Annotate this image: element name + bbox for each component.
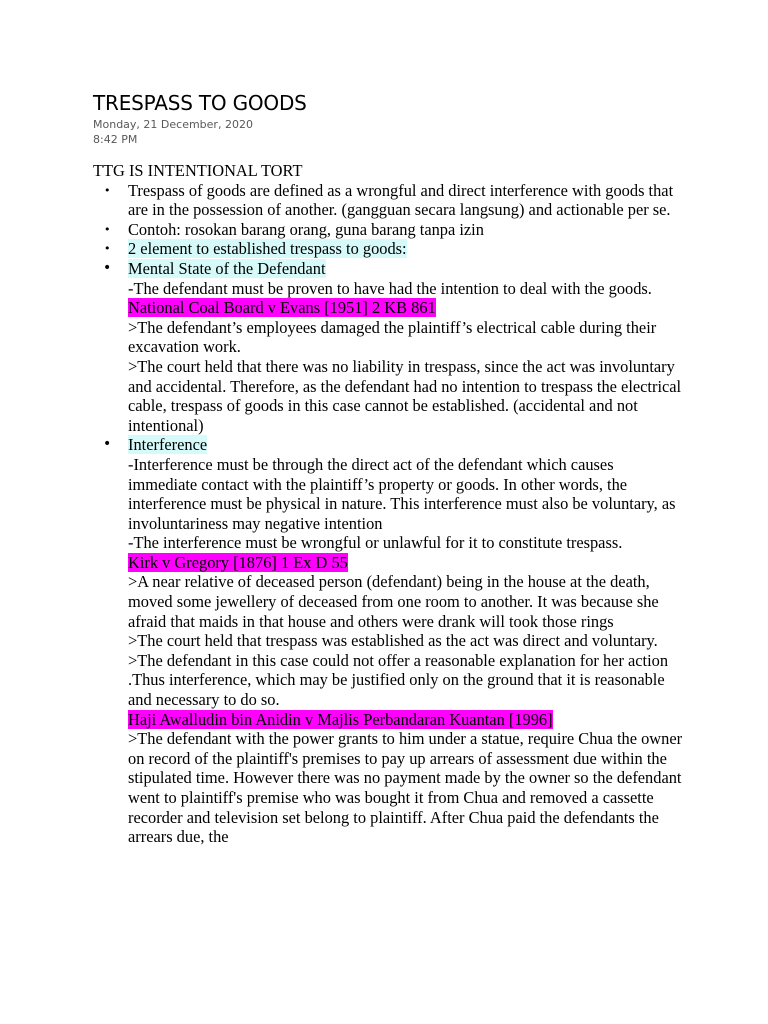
paragraph: >The court held that there was no liability in trespass, since the act was involuntary and accidental. Therefore, as the defendant had no intention to trespass the electrical cable, trespass of goods in this case cannot be established. (accidental and not intentional) (128, 356, 682, 435)
bullet-icon: • (104, 242, 111, 256)
case-citation: National Coal Board v Evans [1951] 2 KB 861 (128, 298, 436, 318)
bullet-list (93, 181, 683, 847)
paragraph: >The defendant’s employees damaged the plaintiff’s electrical cable during their excavation work. (128, 317, 657, 357)
highlighted-text: 2 element to established trespass to goods: (128, 239, 407, 259)
list-item (93, 220, 683, 240)
paragraph: -Interference must be through the direct act of the defendant which causes immediate contact with the plaintiff’s property or goods. In other words, the interference must be physical in nature. This interference must also be voluntary, as involuntariness may negative intention (128, 454, 676, 533)
paragraph: >The defendant with the power grants to him under a statue, require Chua the owner on record of the plaintiff's premises to pay up arrears of assessment due within the stipulated time. However there was no payment made by the owner so the defendant went to plaintiff's premise who was bought it from Chua and removed a cassette recorder and television set belong to plaintiff. After Chua paid the defendants the arrears due, the (128, 729, 683, 847)
note-body[interactable] (93, 161, 683, 847)
note-date: Monday, 21 December, 2020 (93, 118, 253, 131)
page-title: TRESPASS TO GOODS (93, 91, 307, 115)
list-item (93, 259, 683, 435)
case-citation: Haji Awalludin bin Anidin v Majlis Perbandaran Kuantan [1996] (128, 709, 553, 729)
paragraph: >The court held that trespass was established as the act was direct and voluntary. (128, 631, 658, 651)
element-label: Mental State of the Defendant (128, 258, 326, 278)
list-item-text: Trespass of goods are defined as a wrongful and direct interference with goods that are in the possession of another. (gangguan secara langsung) and actionable per se. (128, 180, 674, 220)
list-item (93, 239, 683, 259)
case-citation: Kirk v Gregory [1876] 1 Ex D 55 (128, 552, 348, 572)
paragraph: -The interference must be wrongful or unlawful for it to constitute trespass. (128, 533, 623, 553)
note-time: 8:42 PM (93, 133, 138, 146)
list-item (93, 181, 683, 220)
list-item-text: Contoh: rosokan barang orang, guna barang tanpa izin (128, 219, 484, 239)
section-heading: TTG IS INTENTIONAL TORT (93, 161, 303, 180)
bullet-icon: • (104, 183, 111, 197)
bullet-icon: • (103, 259, 112, 276)
paragraph: >A near relative of deceased person (defendant) being in the house at the death, moved some jewellery of deceased from one room to another. It was because she afraid that maids in that house and others were drank will took those rings (128, 572, 659, 631)
paragraph: >The defendant in this case could not offer a reasonable explanation for her action .Thus interference, which may be justified only on the ground that it is reasonable and necessary to do so. (128, 650, 669, 710)
bullet-icon: • (103, 436, 112, 453)
list-item (93, 435, 683, 846)
element-label: Interference (128, 435, 208, 455)
bullet-icon: • (104, 222, 111, 236)
paragraph: -The defendant must be proven to have had the intention to deal with the goods. (128, 278, 652, 298)
